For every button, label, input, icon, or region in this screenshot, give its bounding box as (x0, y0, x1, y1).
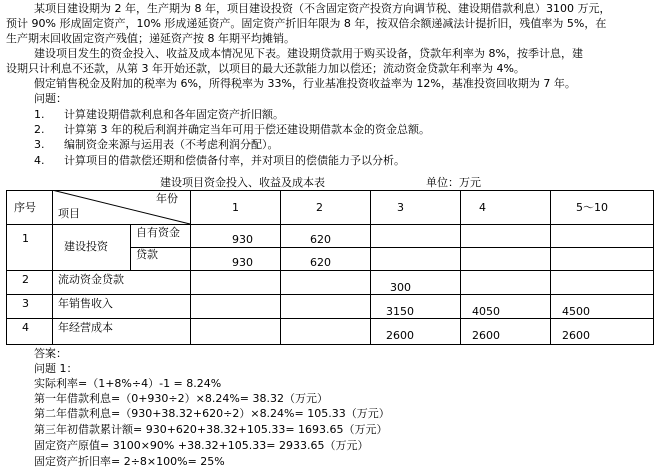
answer-line: 实际利率=（1+8%÷4）-1 = 8.24% (34, 377, 222, 390)
header-year-1: 1 (232, 201, 239, 214)
table-cell: 620 (310, 233, 331, 246)
intro-line: 假定销售税金及附加的税率为 6%，所得税率为 33%，行业基准投资收益率为 12%，基准投资回收期为 7 年。 (34, 77, 576, 90)
questions-heading: 问题： (34, 92, 67, 105)
question-number: 1. (34, 108, 45, 121)
question-item (34, 123, 430, 137)
row-sub: 贷款 (136, 248, 158, 261)
table-cell: 620 (310, 256, 331, 269)
row-seq: 4 (22, 321, 29, 334)
answer-line: 第一年借款利息=（0+930÷2）×8.24%= 38.32（万元） (34, 392, 329, 405)
answer-line: 固定资产原值= 3100×90% +38.32+105.33= 2933.65（万元） (34, 439, 369, 452)
header-year-5-10: 5～10 (576, 201, 608, 214)
table-cell: 4500 (562, 305, 590, 318)
table-cell: 300 (390, 281, 411, 294)
answer-line: 固定资产折旧率= 2÷8×100%= 25% (34, 455, 225, 468)
table-cell: 930 (232, 233, 253, 246)
table-cell: 930 (232, 256, 253, 269)
table-cell: 2600 (562, 329, 590, 342)
row-item: 建设投资 (64, 240, 108, 253)
row-seq: 2 (22, 273, 29, 286)
answer-line: 第三年初借款累计额= 930+620+38.32+105.33= 1693.65（万元） (34, 423, 388, 436)
question-text: 计算项目的借款偿还期和偿债备付率，并对项目的偿债能力予以分析。 (64, 154, 405, 167)
header-seq: 序号 (14, 201, 36, 214)
question-number: 2. (34, 123, 45, 136)
data-table (6, 190, 654, 345)
header-year: 年份 (156, 192, 178, 205)
question-item (34, 108, 284, 122)
header-item: 项目 (58, 207, 80, 220)
answer-q1-label: 问题 1： (34, 362, 78, 375)
question-text: 计算第 3 年的税后利润并确定当年可用于偿还建设期借款本金的资金总额。 (64, 123, 430, 136)
question-text: 计算建设期借款利息和各年固定资产折旧额。 (64, 108, 284, 121)
table-cell: 3150 (386, 305, 414, 318)
header-year-2: 2 (316, 201, 323, 214)
row-seq: 3 (22, 297, 29, 310)
table-title: 建设项目资金投入、收益及成本表 (160, 176, 325, 189)
table-cell: 4050 (472, 305, 500, 318)
row-sub: 自有资金 (136, 226, 180, 239)
answer-line: 第二年借款利息=（930+38.32+620÷2）×8.24%= 105.33（万元） (34, 407, 390, 420)
question-number: 3. (34, 138, 45, 151)
question-item (34, 138, 279, 152)
table-unit: 单位：万元 (426, 176, 481, 189)
row-item: 流动资金贷款 (58, 273, 124, 286)
question-number: 4. (34, 154, 45, 167)
header-year-3: 3 (397, 201, 404, 214)
intro-line: 某项目建设期为 2 年，生产期为 8 年，项目建设投资（不含固定资产投资方向调节税、建设期借款利息）3100 万元， (34, 2, 611, 15)
question-text: 编制资金来源与运用表（不考虑利润分配）。 (64, 138, 279, 151)
table-cell: 2600 (386, 329, 414, 342)
intro-line: 建设项目发生的资金投入、收益及成本情况见下表。建设期贷款用于购买设备，贷款年利率为 8%，按季计息，建 (34, 47, 583, 60)
row-seq: 1 (22, 232, 29, 245)
answer-label: 答案： (34, 347, 67, 360)
table-cell: 2600 (472, 329, 500, 342)
question-item (34, 154, 405, 168)
intro-line: 生产期末回收固定资产残值；递延资产按 8 年期平均摊销。 (6, 32, 295, 45)
row-item: 年销售收入 (58, 297, 113, 310)
intro-line: 设期只计利息不还款，从第 3 年开始还款，以项目的最大还款能力加以偿还；流动资金贷款年利率为 4%。 (6, 62, 525, 75)
header-year-4: 4 (479, 201, 486, 214)
row-item: 年经营成本 (58, 321, 113, 334)
intro-line: 预计 90% 形成固定资产，10% 形成递延资产。固定资产折旧年限为 8 年，按双倍余额递减法计提折旧，残值率为 5%，在 (6, 17, 607, 30)
